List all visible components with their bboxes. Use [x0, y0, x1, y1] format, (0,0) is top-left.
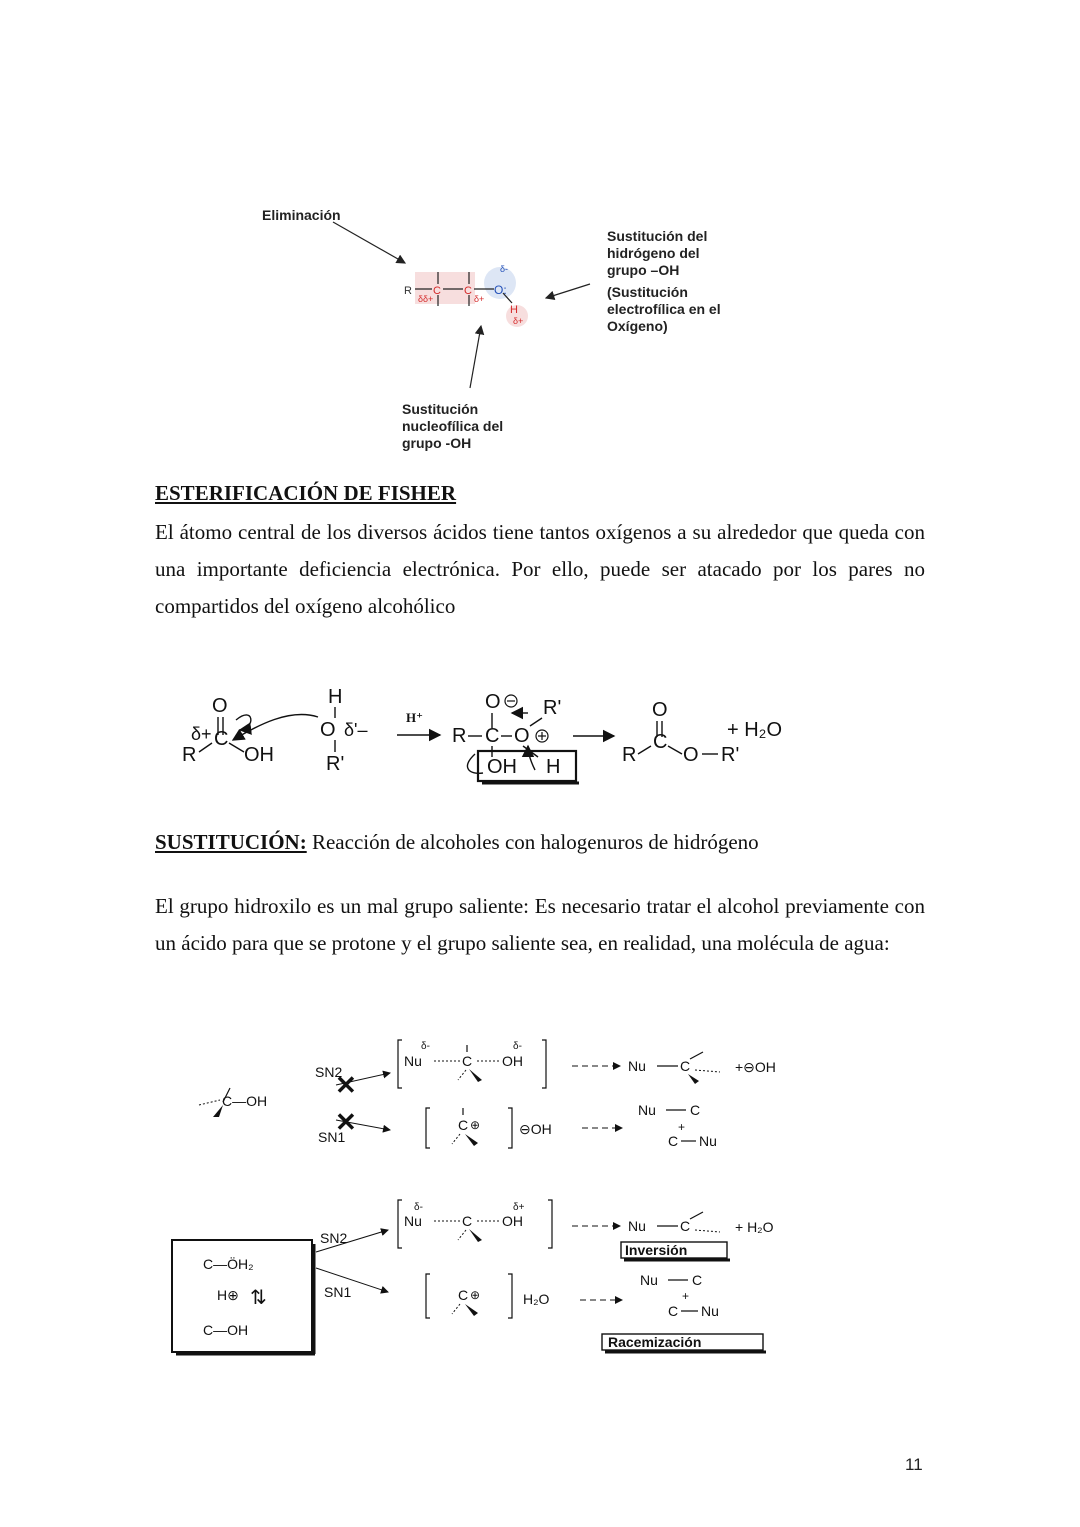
intermediate-oxygen-plus: O: [514, 725, 530, 747]
intermediate-r: R: [452, 725, 467, 747]
fisher-scheme-svg: [0, 680, 1080, 820]
ester-r-prime: R': [721, 744, 740, 766]
sn-scheme-svg: [0, 1030, 1080, 1370]
blocked-sn1-cross: ✕: [335, 1107, 357, 1137]
section-title-substitution: [155, 830, 759, 855]
ester-r: R: [622, 744, 637, 766]
carbocation2-charge: ⊕: [470, 1288, 481, 1302]
fisher-paragraph: El átomo central de los diversos ácidos tiene tantos oxígenos a su alrededor que queda con una importante deficiencia electrónica. Por ello, puede ser atacado por los pares no compartidos del oxígeno alcohólico: [155, 520, 925, 618]
racemic2-plus: +: [682, 1289, 690, 1303]
product-carbon: C: [680, 1058, 691, 1074]
alcohol-formula: C—OH: [222, 1093, 268, 1109]
racemic-nu-2: Nu: [699, 1133, 717, 1149]
sn2-label-bottom: SN2: [320, 1230, 348, 1246]
racemic-plus: +: [678, 1120, 686, 1134]
neutral-alcohol: C—OH: [203, 1322, 249, 1338]
racemic-carbon-1: C: [690, 1102, 701, 1118]
acid-r: R: [182, 744, 197, 766]
protonated-alcohol: C—ÖH₂: [203, 1256, 254, 1272]
label-line: nucleofílica del: [402, 418, 504, 434]
product2-nucleophile: Nu: [628, 1218, 646, 1234]
delta-minus-oxygen: δ-: [500, 264, 509, 274]
intermediate-r-prime: R': [543, 697, 562, 719]
blocked-sn2-cross: ✕: [335, 1070, 357, 1100]
label-elimination: Eliminación: [262, 207, 341, 223]
substitution-paragraph: El grupo hidroxilo es un mal grupo saliente: Es necesario tratar el alcohol previamente con un ácido para que se protone y el grupo saliente sea, en realidad, una molécula de agua:: [155, 894, 925, 955]
atom-carbon-1: C: [433, 285, 441, 297]
acid-delta-plus: δ+: [191, 724, 212, 744]
ts2-carbon: C: [462, 1213, 473, 1229]
racemic2-nu-1: Nu: [640, 1272, 658, 1288]
atom-r: R: [404, 285, 412, 297]
ester-carbon: C: [653, 731, 668, 753]
label-line: grupo –OH: [607, 262, 680, 278]
ts-delta-oh: δ-: [513, 1041, 522, 1052]
racemization-label: Racemización: [608, 1334, 702, 1350]
ts2-oh2: OH: [502, 1213, 523, 1229]
ts2-delta-oh2: δ+: [513, 1202, 525, 1213]
alcohol-hydrogen: H: [328, 686, 343, 708]
label-line: Oxígeno): [607, 318, 668, 334]
atom-carbon-2: C: [464, 285, 472, 297]
racemic-carbon-2: C: [668, 1133, 679, 1149]
atom-hydrogen: H: [510, 304, 518, 316]
section-title-fisher: [155, 481, 456, 506]
fisher-title-text: ESTERIFICACIÓN DE FISHER: [155, 481, 457, 505]
label-line: grupo -OH: [402, 435, 472, 451]
sn2-label-top: SN2: [315, 1064, 343, 1080]
intermediate-h: H: [546, 756, 561, 778]
label-line: hidrógeno del: [607, 245, 700, 261]
arrow-electron-pair: [236, 715, 251, 730]
ester-oxygen-link: O: [683, 744, 699, 766]
product2-carbon: C: [680, 1218, 691, 1234]
product-nucleophile: Nu: [628, 1058, 646, 1074]
arrow-elimination: [333, 222, 405, 263]
alcohol-oxygen: O: [320, 719, 336, 741]
label-line: Sustitución: [402, 401, 479, 417]
label-line: (Sustitución: [607, 284, 688, 300]
ts-delta-nu: δ-: [421, 1041, 430, 1052]
substitution-subtitle: Reacción de alcoholes con halogenuros de hidrógeno: [306, 830, 759, 854]
water-product: + H₂O: [727, 719, 782, 741]
label-line: electrofílica en el: [607, 301, 721, 317]
alcohol-delta: δ'–: [344, 720, 368, 740]
carbocation2-carbon: C: [458, 1287, 469, 1303]
intermediate-oxygen-minus: O: [485, 691, 501, 713]
acid-oh: OH: [244, 744, 274, 766]
alcohol-r-prime: R': [326, 753, 345, 775]
sn1-label-bottom: SN1: [324, 1284, 352, 1300]
racemic-nu-1: Nu: [638, 1102, 656, 1118]
racemic2-carbon-2: C: [668, 1303, 679, 1319]
acid-oxygen: O: [212, 695, 228, 717]
atom-oxygen: O:: [494, 283, 507, 297]
delta-plus-carbon-2: δ+: [474, 294, 485, 304]
arrow-nucleophilic: [470, 326, 481, 388]
ts2-delta-nu: δ-: [414, 1202, 423, 1213]
ts-carbon: C: [462, 1053, 473, 1069]
delta-plus-hydrogen: δ+: [513, 316, 524, 326]
substitution-title-text: SUSTITUCIÓN:: [155, 830, 307, 854]
racemic2-carbon-1: C: [692, 1272, 703, 1288]
inversion-label: Inversión: [625, 1242, 688, 1258]
product2-water: + H₂O: [735, 1219, 774, 1235]
acid-carbon: C: [214, 728, 229, 750]
acid-catalyst: H⊕: [217, 1287, 239, 1303]
equilibrium-arrows: ⇅: [250, 1287, 267, 1309]
intermediate-carbon: C: [485, 725, 500, 747]
intermediate-oh: OH: [487, 756, 517, 778]
leaving-hydroxide: ⊖OH: [519, 1121, 552, 1137]
ts-hydroxyl: OH: [502, 1053, 523, 1069]
sn1-label-top: SN1: [318, 1129, 346, 1145]
unprotonated-alcohol: [199, 1088, 267, 1117]
carbocation-charge: ⊕: [470, 1118, 481, 1132]
delta-plus-carbon-1: δδ+: [418, 294, 434, 304]
arrow-electrophilic: [546, 284, 590, 298]
page-number: 11: [905, 1455, 923, 1474]
ts2-nucleophile: Nu: [404, 1213, 422, 1229]
catalyst-label: H⁺: [406, 710, 423, 725]
carbocation-carbon: C: [458, 1117, 469, 1133]
label-line: Sustitución del: [607, 228, 708, 244]
leaving-water: H₂O: [523, 1291, 550, 1307]
ester-oxygen: O: [652, 699, 668, 721]
ts-nucleophile: Nu: [404, 1053, 422, 1069]
racemic2-nu-2: Nu: [701, 1303, 719, 1319]
reactivity-molecule-svg: [0, 0, 1080, 460]
product-hydroxide: +⊖OH: [735, 1059, 776, 1075]
